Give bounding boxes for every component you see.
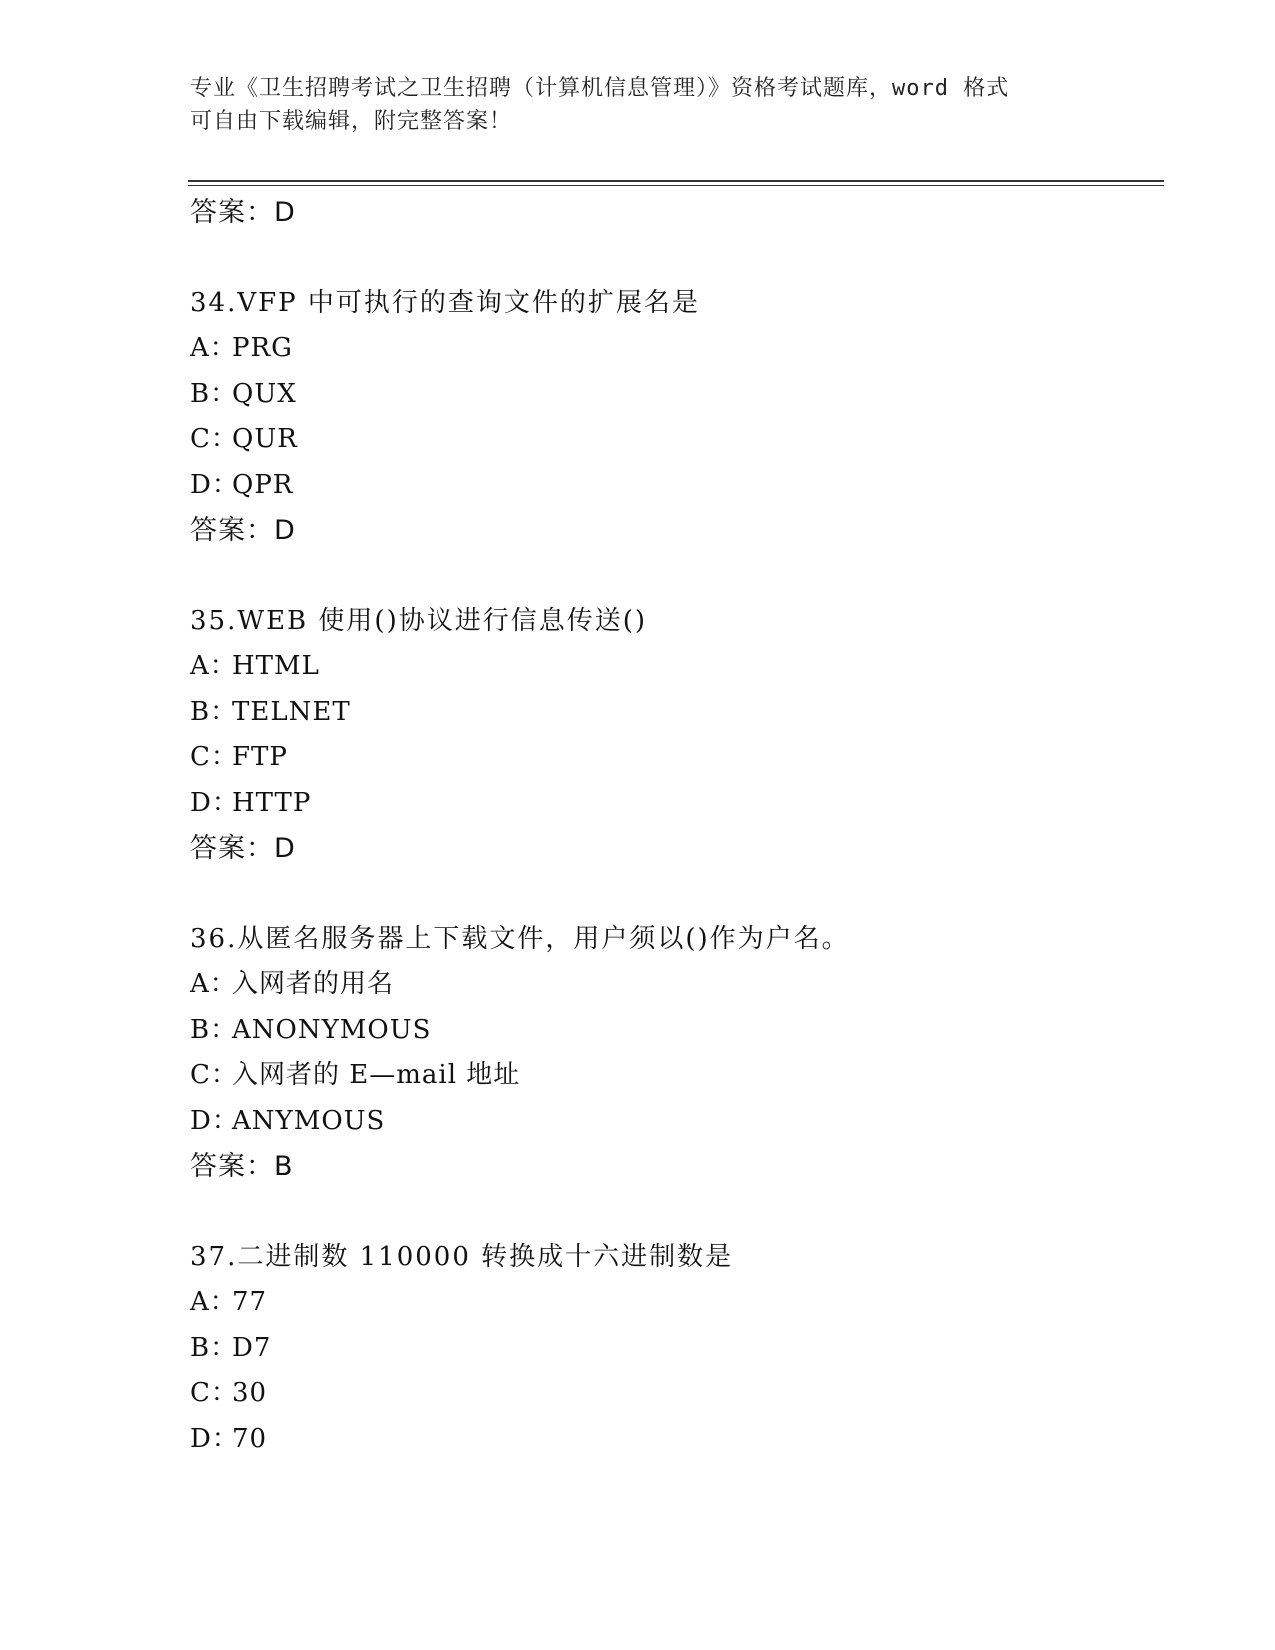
option-text: 入网者的 E—mail 地址 (232, 1060, 521, 1090)
header-line-1: 专业《卫生招聘考试之卫生招聘（计算机信息管理）》资格考试题库，word 格式 (190, 76, 1010, 101)
option-text: QPR (232, 469, 294, 500)
answer-line: 答案：D (190, 515, 296, 546)
option-letter: B： (190, 378, 238, 409)
option-letter: A： (190, 969, 237, 999)
document-header (190, 72, 1090, 138)
option-text: QUR (232, 424, 298, 454)
option-text: 入网者的用名 (232, 969, 395, 999)
option-text: HTML (232, 651, 320, 681)
option-letter: D： (190, 469, 239, 500)
question-title: 35.WEB 使用()协议进行信息传送() (190, 606, 647, 636)
question-34 (190, 280, 1150, 554)
question-35 (190, 598, 1150, 872)
question-list (190, 190, 1150, 1462)
option-letter: C： (190, 424, 238, 454)
option-d (190, 1099, 1150, 1145)
option-c (190, 1053, 1150, 1099)
option-a (190, 1280, 1150, 1326)
header-divider-thin (188, 185, 1164, 186)
question-title: 34.VFP 中可执行的查询文件的扩展名是 (190, 288, 700, 318)
option-letter: D： (190, 787, 239, 818)
option-text: 30 (232, 1378, 268, 1408)
option-a (190, 644, 1150, 690)
option-letter: C： (190, 1378, 238, 1408)
option-b (190, 1008, 1150, 1054)
question-37 (190, 1234, 1150, 1462)
header-divider (188, 180, 1164, 182)
option-c (190, 1371, 1150, 1417)
option-a (190, 962, 1150, 1008)
option-text: FTP (232, 742, 288, 772)
question-title: 37.二进制数 110000 转换成十六进制数是 (190, 1242, 734, 1272)
header-line-2: 可自由下载编辑，附完整答案！ (190, 109, 513, 134)
option-letter: B： (190, 1014, 238, 1045)
option-text: ANYMOUS (232, 1105, 386, 1136)
option-b (190, 372, 1150, 418)
option-text: ANONYMOUS (232, 1014, 432, 1045)
option-b (190, 690, 1150, 736)
option-text: HTTP (232, 787, 312, 818)
option-c (190, 735, 1150, 781)
option-text: TELNET (232, 696, 351, 727)
question-title: 36.从匿名服务器上下载文件，用户须以()作为户名。 (190, 924, 850, 954)
option-letter: A： (190, 1287, 237, 1317)
option-letter: B： (190, 1332, 238, 1363)
option-letter: A： (190, 651, 237, 681)
option-letter: D： (190, 1423, 239, 1454)
option-text: QUX (232, 378, 297, 409)
answer-line: 答案：D (190, 197, 296, 228)
option-c (190, 417, 1150, 463)
option-text: 70 (232, 1423, 268, 1454)
option-letter: C： (190, 1060, 238, 1090)
option-d (190, 1417, 1150, 1463)
option-letter: A： (190, 333, 237, 363)
option-text: D7 (232, 1332, 272, 1363)
option-b (190, 1326, 1150, 1372)
option-a (190, 326, 1150, 372)
option-d (190, 781, 1150, 827)
option-text: 77 (232, 1287, 268, 1317)
option-d (190, 463, 1150, 509)
option-letter: B： (190, 696, 238, 727)
answer-line: 答案：B (190, 1151, 294, 1182)
question-36 (190, 916, 1150, 1190)
option-letter: D： (190, 1105, 239, 1136)
option-letter: C： (190, 742, 238, 772)
answer-line: 答案：D (190, 833, 296, 864)
option-text: PRG (232, 333, 293, 363)
